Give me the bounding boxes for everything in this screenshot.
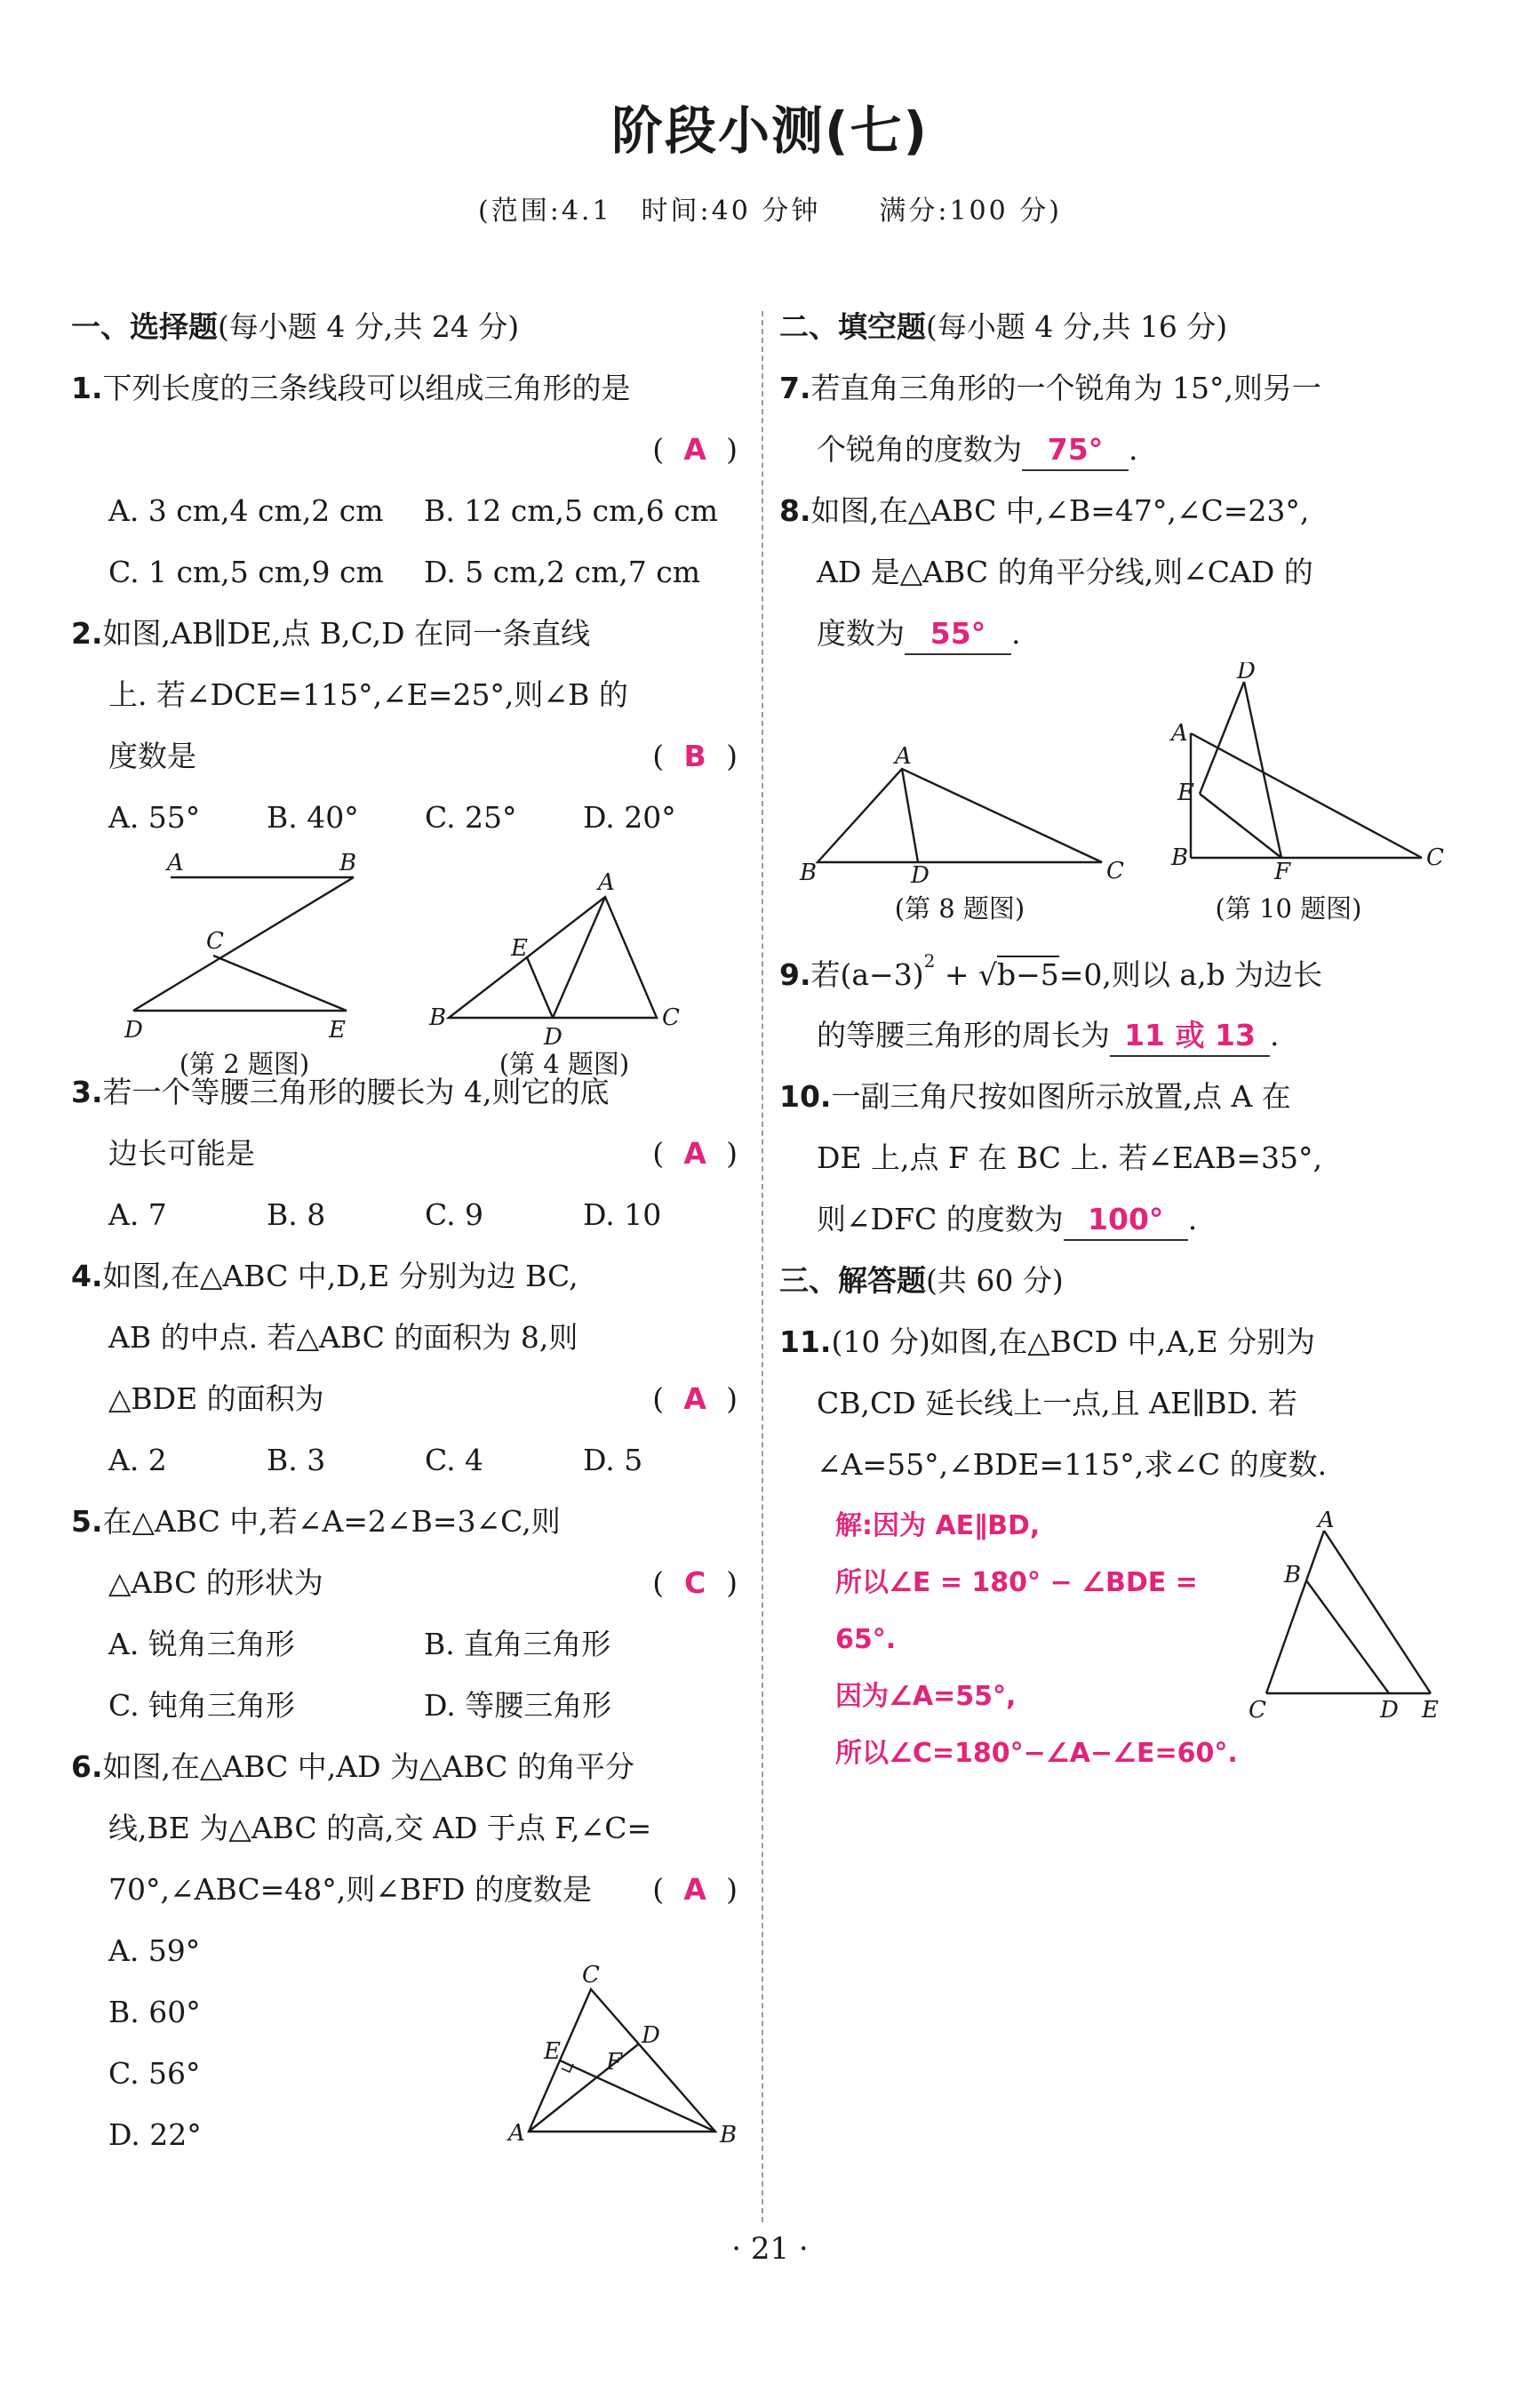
fig4-label-c: C (662, 1004, 680, 1031)
q8-answer-blank: 55° (905, 614, 1011, 655)
q6-option-b: B. 60° (108, 1995, 201, 2029)
q2-line3: 度数是 ( B ) (71, 725, 746, 787)
fig11-label-c: C (1249, 1697, 1266, 1724)
fig6-label-a: A (508, 2120, 525, 2147)
q8-line2: AD 是△ABC 的角平分线,则∠CAD 的 (817, 555, 1313, 589)
figure-q4 (422, 867, 706, 1044)
fig4-label-a: A (598, 869, 615, 896)
q4-answer-bracket: ( A ) (652, 1368, 738, 1429)
fig2-label-e: E (329, 1017, 346, 1044)
solution-line-1: 解:因为 AE∥BD, (835, 1510, 1041, 1541)
q11-solution (835, 1498, 1238, 1782)
q5-line2: △ABC 的形状为 ( C ) (71, 1552, 746, 1613)
q8-line1: 8.如图,在△ABC 中,∠B=47°,∠C=23°, (779, 493, 1310, 528)
q6-option-c: C. 56° (108, 2056, 201, 2091)
q1-stem: 1.下列长度的三条线段可以组成三角形的是 (71, 371, 631, 405)
fig10-label-c: C (1426, 844, 1444, 871)
fig6-label-c: C (582, 1964, 600, 1988)
q2-line1: 2.如图,AB∥DE,点 B,C,D 在同一条直线 (71, 616, 591, 651)
q11-line2: CB,CD 延长线上一点,且 AE∥BD. 若 (817, 1386, 1297, 1420)
q1-answer: A (683, 432, 706, 467)
fig8-caption: (第 8 题图) (894, 893, 1025, 924)
q2-answer: B (683, 739, 706, 773)
q10-answer-blank: 100° (1064, 1200, 1188, 1241)
figure-q2 (116, 849, 409, 1053)
q3-options: A. 7 B. 8 C. 9 D. 10 (108, 1197, 662, 1232)
fig4-label-e: E (511, 935, 528, 962)
fig11-label-b: B (1284, 1562, 1302, 1588)
solution-line-4: 因为∠A=55°, (835, 1681, 1017, 1712)
q9-answer-blank: 11 或 13 (1110, 1016, 1270, 1057)
q4-options: A. 2 B. 3 C. 4 D. 5 (108, 1443, 643, 1477)
section1-header: 一、选择题(每小题 4 分,共 24 分) (71, 309, 520, 344)
section3-header: 三、解答题(共 60 分) (779, 1263, 1064, 1298)
fig2-label-d: D (124, 1017, 143, 1044)
fig2-label-a: A (167, 850, 184, 876)
column-divider (762, 311, 763, 2222)
q11-line1: 11.(10 分)如图,在△BCD 中,A,E 分别为 (779, 1324, 1316, 1359)
fig2-label-c: C (206, 928, 224, 955)
fig8-label-a: A (895, 743, 912, 770)
q10-line1: 10.一副三角尺按如图所示放置,点 A 在 (779, 1079, 1291, 1114)
q7-answer-blank: 75° (1022, 430, 1129, 471)
section2-header: 二、填空题(每小题 4 分,共 16 分) (779, 309, 1228, 344)
figure-q11 (1240, 1511, 1453, 1724)
q9-radicand: b−5 (997, 957, 1059, 992)
left-column (71, 296, 746, 2165)
q1-answer-bracket: ( A ) (652, 419, 738, 480)
fig11-label-e: E (1422, 1697, 1439, 1724)
q3-line2: 边长可能是 ( A ) (71, 1123, 746, 1184)
fig8-label-d: D (911, 862, 930, 889)
q2-line2: 上. 若∠DCE=115°,∠E=25°,则∠B 的 (108, 677, 628, 712)
q7-line2: 个锐角的度数为 75° . (779, 419, 1450, 480)
q1-options-row2 (71, 541, 746, 603)
fig4-label-b: B (429, 1004, 447, 1031)
fig4-caption: (第 4 题图) (499, 1049, 630, 1079)
page-number: · 21 · (731, 2231, 809, 2267)
fig8-label-c: C (1106, 858, 1124, 884)
q4-line2: AB 的中点. 若△ABC 的面积为 8,则 (108, 1320, 578, 1355)
fig10-label-f: F (1274, 859, 1291, 884)
q1-option-b: B. 12 cm,5 cm,6 cm (424, 493, 718, 528)
q1-option-c: C. 1 cm,5 cm,9 cm (108, 555, 384, 589)
fig6-label-d: D (642, 2022, 660, 2049)
fig10-label-d: D (1237, 662, 1256, 684)
q8-line3: 度数为 55° . (779, 603, 1450, 664)
fig11-label-a: A (1318, 1511, 1335, 1533)
q9-line2: 的等腰三角形的周长为 11 或 13 . (779, 1004, 1450, 1066)
q5-answer: C (684, 1565, 706, 1600)
fig10-label-a: A (1171, 720, 1188, 747)
q5-options-row2: C. 钝角三角形 D. 等腰三角形 (108, 1688, 612, 1723)
q3-answer-bracket: ( A ) (652, 1123, 738, 1184)
q7-line1: 7.若直角三角形的一个锐角为 15°,则另一 (779, 371, 1321, 405)
q3-line1: 3.若一个等腰三角形的腰长为 4,则它的底 (71, 1075, 610, 1109)
q10-line2: DE 上,点 F 在 BC 上. 若∠EAB=35°, (817, 1140, 1322, 1175)
fig4-label-d: D (544, 1024, 563, 1044)
q4-answer: A (683, 1381, 706, 1416)
fig2-label-b: B (339, 850, 357, 876)
q6-option-a: A. 59° (108, 1933, 201, 1968)
q6-option-d: D. 22° (108, 2117, 202, 2152)
figure-q10 (1137, 662, 1448, 884)
q2-answer-bracket: ( B ) (652, 725, 738, 787)
q6-line2: 线,BE 为△ABC 的高,交 AD 于点 F,∠C= (108, 1811, 652, 1845)
fig6-label-f: F (606, 2049, 623, 2076)
q11-line3: ∠A=55°,∠BDE=115°,求∠C 的度数. (817, 1447, 1328, 1482)
fig10-label-b: B (1171, 844, 1189, 871)
q2-options: A. 55° B. 40° C. 25° D. 20° (108, 800, 676, 835)
q1-option-a: A. 3 cm,4 cm,2 cm (108, 493, 384, 528)
solution-line-5: 所以∠C=180°−∠A−∠E=60°. (835, 1738, 1238, 1769)
fig2-caption: (第 2 题图) (179, 1049, 310, 1079)
q6-answer: A (683, 1872, 706, 1907)
fig8-label-b: B (800, 860, 818, 886)
fig6-label-b: B (720, 2122, 738, 2148)
q6-line3: 70°,∠ABC=48°,则∠BFD 的度数是 ( A ) (71, 1859, 746, 1920)
q6-answer-bracket: ( A ) (652, 1859, 738, 1920)
q3-answer: A (683, 1136, 706, 1171)
q9-line1: 9.若$(a-3)^2 + √b-5=0$,则以 a,b 为边长 (779, 950, 1323, 992)
figure-q8 (795, 742, 1133, 893)
q1-options-row1 (71, 480, 746, 541)
q10-line3: 则∠DFC 的度数为 100° . (779, 1188, 1450, 1250)
q1-option-d: D. 5 cm,2 cm,7 cm (424, 555, 701, 589)
q4-line3: △BDE 的面积为 ( A ) (71, 1368, 746, 1429)
q5-options-row1: A. 锐角三角形 B. 直角三角形 (108, 1627, 611, 1661)
q5-answer-bracket: ( C ) (652, 1552, 738, 1613)
solution-line-2: 所以∠E = 180° − ∠BDE = (835, 1567, 1198, 1598)
fig6-label-e: E (544, 2038, 561, 2065)
page-title: 阶段小测(七) (610, 100, 930, 161)
q1-answer-line (71, 419, 746, 480)
figure-q6 (507, 1964, 746, 2151)
q6-line1: 6.如图,在△ABC 中,AD 为△ABC 的角平分 (71, 1749, 634, 1784)
fig10-label-e: E (1177, 780, 1194, 806)
solution-line-3: 65°. (835, 1624, 897, 1655)
fig11-label-d: D (1380, 1697, 1399, 1724)
fig10-caption: (第 10 题图) (1215, 893, 1362, 924)
q4-line1: 4.如图,在△ABC 中,D,E 分别为边 BC, (71, 1259, 578, 1293)
page-subtitle: (范围:4.1 时间:40 分钟 满分:100 分) (478, 196, 1062, 227)
q5-line1: 5.在△ABC 中,若∠A=2∠B=3∠C,则 (71, 1504, 561, 1539)
